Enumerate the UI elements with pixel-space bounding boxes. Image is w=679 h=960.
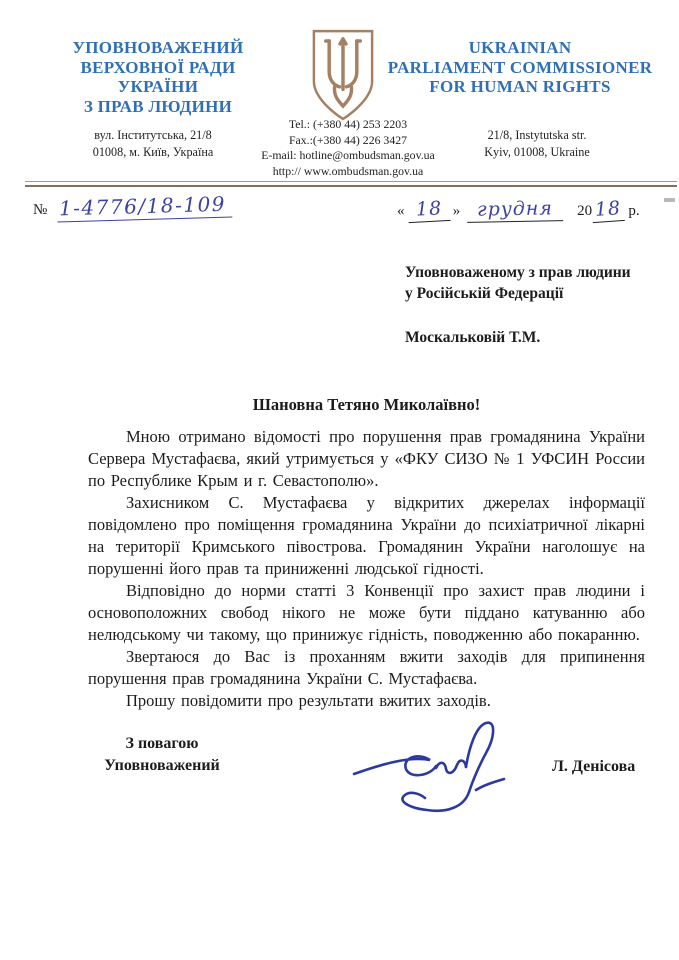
date-close-quote: » — [452, 203, 461, 219]
addressee-name: Москальковій Т.М. — [405, 329, 541, 346]
org-uk-line1: УПОВНОВАЖЕНИЙ — [72, 38, 244, 57]
date-year-prefix: 20 — [577, 203, 593, 219]
header-divider-rule — [25, 181, 677, 187]
address-ukrainian — [58, 127, 248, 161]
tryzub-shield-icon — [306, 28, 380, 123]
org-uk-line3: З ПРАВ ЛЮДИНИ — [83, 96, 233, 116]
signer-title: Уповноважений — [104, 757, 220, 774]
org-en-line1: UKRAINIAN — [468, 38, 572, 57]
address-en-line1: 21/8, Instytutska str. — [487, 128, 587, 142]
address-uk-line1: вул. Інститутська, 21/8 — [94, 128, 212, 142]
org-name-ukrainian — [42, 38, 274, 116]
date-year-unit: р. — [628, 203, 640, 219]
address-en-line2: Kyiv, 01008, Ukraine — [484, 145, 590, 159]
date-open-quote: « — [397, 203, 405, 219]
date-year-handwritten: 18 — [591, 197, 625, 223]
reference-number-label: № — [33, 202, 48, 218]
closing-phrase: З повагою — [125, 735, 199, 752]
paragraph-5: Прошу повідомити про результати вжитих заходів. — [126, 691, 491, 710]
paragraph-2: Захисником С. Мустафаєва у відкритих джерелах інформації повідомлено про поміщення громадянина України до психіатричної лікарні на території Кримського півострова. Громадянин України наголошує на порушенні його прав та приниженні людської гідності. — [88, 493, 645, 578]
addressee-line1: Уповноваженому з прав людини — [405, 264, 631, 281]
contact-website: http:// www.ombudsman.gov.ua — [272, 163, 424, 178]
org-en-line2: PARLIAMENT COMMISSIONER — [387, 57, 653, 77]
contact-tel: Tel.: (+380 44) 253 2203 — [288, 117, 408, 131]
date-month-handwritten: грудня — [467, 197, 563, 223]
salutation: Шановна Тетяно Миколаївно! — [252, 395, 481, 414]
contact-details — [238, 117, 458, 179]
scan-artifact — [664, 198, 675, 202]
paragraph-1: Мною отримано відомості про порушення прав громадянина України Сервера Мустафаєва, який утримується у «ФКУ СИЗО № 1 УФСИН России по Республике Крым и г. Севастополю». — [88, 427, 645, 490]
contact-fax: Fax.:(+380 44) 226 3427 — [288, 132, 408, 147]
org-uk-line2: ВЕРХОВНОЇ РАДИ УКРАЇНИ — [80, 57, 236, 96]
address-english — [452, 127, 622, 161]
signer-name: Л. Денісова — [552, 758, 636, 775]
org-name-english — [384, 38, 656, 97]
paragraph-4: Звертаюся до Вас із проханням вжити заходів для припинення порушення прав громадянина України С. Мустафаєва. — [88, 647, 645, 688]
reference-number-handwritten: 1-4776/18-109 — [57, 192, 233, 223]
closing-block — [92, 733, 232, 777]
contact-email: E-mail: hotline@ombudsman.gov.ua — [261, 148, 435, 162]
addressee-block — [405, 262, 631, 348]
letter-body — [88, 426, 645, 712]
handwritten-signature-icon — [348, 718, 523, 823]
date-day-handwritten: 18 — [407, 197, 450, 223]
paragraph-3: Відповідно до норми статті 3 Конвенції про захист прав людини і основоположних свобод нікого не може бути піддано катуванню або нелюдському чи такому, що принижує гідність, поводженню або покаранню. — [88, 581, 645, 644]
addressee-line2: у Російській Федерації — [405, 285, 564, 302]
date-line — [394, 198, 640, 222]
org-en-line3: FOR HUMAN RIGHTS — [429, 77, 611, 96]
address-uk-line2: 01008, м. Київ, Україна — [92, 145, 214, 159]
